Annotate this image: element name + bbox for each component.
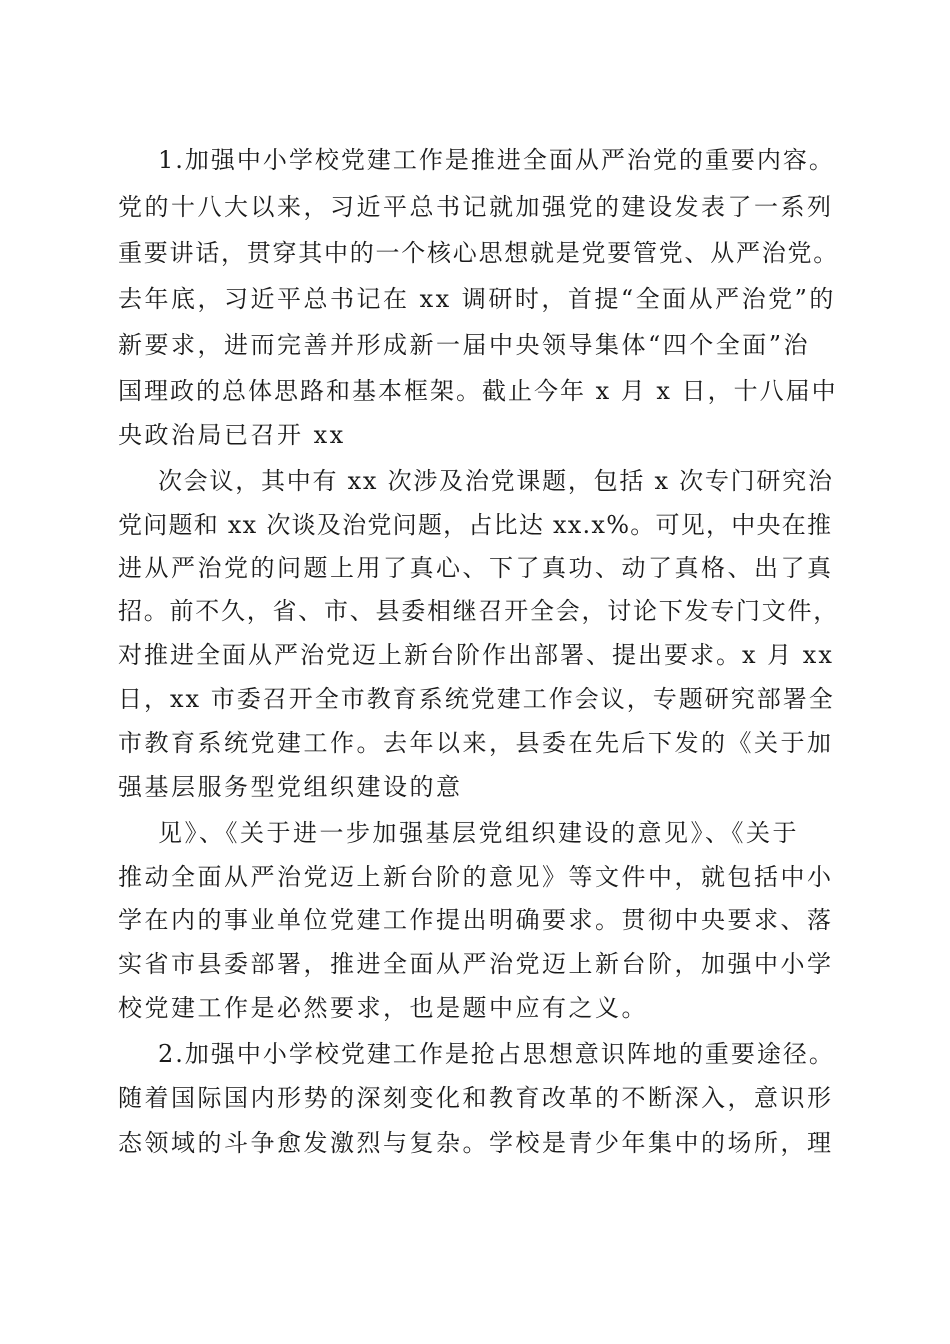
text-line: 去年底，习近平总书记在 xx 调研时，首提“全面从严治党”的 [118, 285, 836, 313]
text-line: 随着国际国内形势的深刻变化和教育改革的不断深入，意识形 [118, 1084, 834, 1112]
paragraph-1-heading-line: 1.加强中小学校党建工作是推进全面从严治党的重要内容。 [158, 146, 835, 174]
text-line: 对推进全面从严治党迈上新台阶作出部署、提出要求。x 月 xx [118, 641, 834, 669]
text-line: 学在内的事业单位党建工作提出明确要求。贯彻中央要求、落 [118, 906, 834, 934]
text-line: 推动全面从严治党迈上新台阶的意见》等文件中，就包括中小 [118, 863, 834, 891]
text-line: 新要求，进而完善并形成新一届中央领导集体“四个全面”治 [118, 331, 811, 359]
text-line: 校党建工作是必然要求，也是题中应有之义。 [118, 994, 648, 1022]
text-line: 进从严治党的问题上用了真心、下了真功、动了真格、出了真 [118, 554, 834, 582]
text-line: 招。前不久，省、市、县委相继召开全会，讨论下发专门文件， [118, 597, 839, 625]
text-line: 日，xx 市委召开全市教育系统党建工作会议，专题研究部署全 [118, 685, 835, 713]
text-line: 党的十八大以来，习近平总书记就加强党的建设发表了一系列 [118, 193, 834, 221]
text-line: 见》、《关于进一步加强基层党组织建设的意见》、《关于 [158, 819, 799, 847]
text-line: 重要讲话，贯穿其中的一个核心思想就是党要管党、从严治党。 [118, 239, 839, 267]
text-line: 次会议，其中有 xx 次涉及治党课题，包括 x 次专门研究治 [158, 467, 834, 495]
text-line: 强基层服务型党组织建设的意 [118, 773, 463, 801]
text-line: 态领域的斗争愈发激烈与复杂。学校是青少年集中的场所，理 [118, 1129, 834, 1157]
text-line: 党问题和 xx 次谈及治党问题，占比达 xx.x%。可见，中央在推 [118, 511, 833, 539]
text-line: 实省市县委部署，推进全面从严治党迈上新台阶，加强中小学 [118, 950, 834, 978]
text-line: 市教育系统党建工作。去年以来，县委在先后下发的《关于加 [118, 729, 834, 757]
text-line: 央政治局已召开 xx [118, 421, 346, 449]
paragraph-2-heading-line: 2.加强中小学校党建工作是抢占思想意识阵地的重要途径。 [158, 1040, 835, 1068]
text-line: 国理政的总体思路和基本框架。截止今年 x 月 x 日，十八届中 [118, 377, 838, 405]
